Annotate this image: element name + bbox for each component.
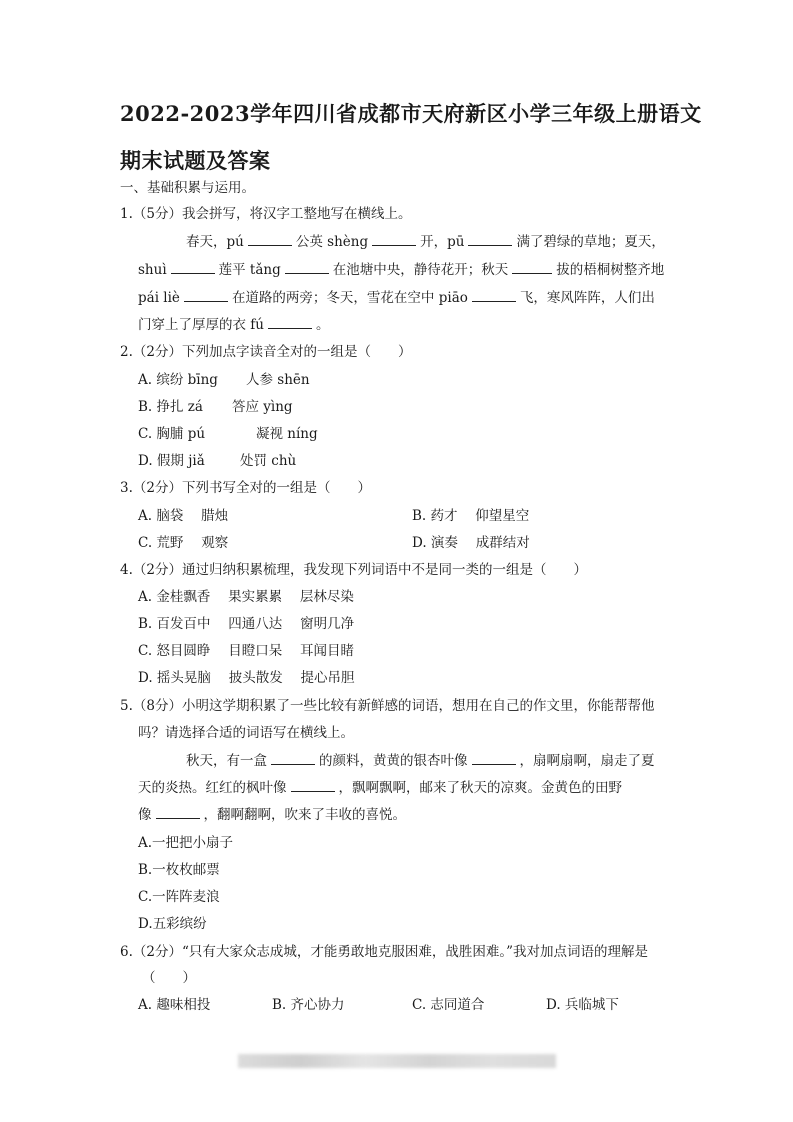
section-heading: 一、基础积累与运用。: [120, 180, 255, 196]
q1-text: 莲平 tǎng: [218, 262, 281, 278]
q6-answer-paren: （ ）: [142, 970, 196, 986]
option-word: 人参 shēn: [246, 372, 310, 388]
option-word: 处罚 chù: [240, 453, 297, 469]
q2-stem: 2.（2分）下列加点字读音全对的一组是（ ）: [120, 344, 412, 360]
q2-option-b[interactable]: [138, 399, 293, 415]
answer-blank[interactable]: [184, 300, 228, 302]
q6-option-d[interactable]: D. 兵临城下: [546, 997, 619, 1013]
q1-text: 门穿上了厚厚的衣 fú: [138, 317, 264, 333]
q1-paragraph-line3: [138, 292, 655, 306]
q5-paragraph-line3: [138, 809, 406, 823]
q3-option-b[interactable]: B. 药才 仰望星空: [412, 508, 530, 524]
answer-blank[interactable]: [468, 244, 512, 246]
q1-text: pái liè: [138, 290, 180, 306]
option-word: 凝视 níng: [256, 426, 318, 442]
q1-paragraph-line4: [138, 319, 329, 333]
q5-text: 的颜料，黄黄的银杏叶像: [319, 753, 468, 769]
q4-option-d[interactable]: D. 摇头晃脑 披头散发 提心吊胆: [138, 670, 355, 686]
answer-blank[interactable]: [512, 272, 552, 274]
q5-text: 秋天，有一盒: [186, 753, 267, 769]
q1-text: 春天，pú: [186, 234, 244, 250]
q6-option-b[interactable]: B. 齐心协力: [272, 997, 345, 1013]
q1-text: 在池塘中央，静待花开；秋天: [332, 262, 509, 278]
q1-text: 在道路的两旁；冬天，雪花在空中 piāo: [231, 290, 468, 306]
q2-option-a[interactable]: [138, 372, 310, 388]
answer-blank[interactable]: [372, 244, 416, 246]
q1-text: 公英 shèng: [295, 234, 369, 250]
answer-blank[interactable]: [248, 244, 292, 246]
q1-text: shuì: [138, 262, 167, 278]
answer-blank[interactable]: [268, 327, 312, 329]
answer-blank[interactable]: [472, 300, 516, 302]
q6-option-a[interactable]: A. 趣味相投: [138, 997, 211, 1013]
q1-text: 满了碧绿的草地；夏天，: [516, 234, 665, 250]
answer-blank[interactable]: [291, 790, 335, 792]
option-word: B. 挣扎 zá: [138, 399, 203, 415]
answer-blank[interactable]: [271, 763, 315, 765]
q1-paragraph-line2: [138, 264, 664, 278]
q4-option-c[interactable]: C. 怒目圆睁 目瞪口呆 耳闻目睹: [138, 643, 355, 659]
q1-text: 开，pū: [420, 234, 465, 250]
q5-option-a[interactable]: A.一把把小扇子: [138, 835, 234, 851]
q5-stem-continued: 吗？请选择合适的词语写在横线上。: [138, 725, 354, 741]
q1-paragraph-line1: [186, 236, 665, 250]
q4-stem: 4.（2分）通过归纳积累梳理，我发现下列词语中不是同一类的一组是（ ）: [120, 562, 587, 578]
document-title-line2: 期末试题及答案: [120, 148, 271, 173]
q3-option-c[interactable]: C. 荒野 观察: [138, 535, 229, 551]
q5-text: ，翻啊翻啊，吹来了丰收的喜悦。: [203, 807, 406, 823]
answer-blank[interactable]: [156, 817, 200, 819]
option-word: C. 胸脯 pú: [138, 426, 206, 442]
q3-stem: 3.（2分）下列书写全对的一组是（ ）: [120, 480, 371, 496]
q5-option-c[interactable]: C.一阵阵麦浪: [138, 889, 220, 905]
q4-option-a[interactable]: A. 金桂飘香 果实累累 层林尽染: [138, 589, 354, 605]
q3-option-d[interactable]: D. 演奏 成群结对: [412, 535, 530, 551]
option-word: A. 缤纷 bīng: [138, 372, 218, 388]
q1-text: 。: [315, 317, 330, 333]
q5-text: 像: [138, 807, 152, 823]
q5-text: 天的炎热。红红的枫叶像: [138, 780, 287, 796]
q2-option-c[interactable]: [138, 426, 318, 442]
q5-stem: 5.（8分）小明这学期积累了一些比较有新鲜感的词语，想用在自己的作文里，你能帮帮他: [120, 698, 655, 714]
q6-option-c[interactable]: C. 志同道合: [412, 997, 485, 1013]
q5-paragraph-line2: [138, 782, 622, 796]
option-word: 答应 yìng: [232, 399, 293, 415]
q2-option-d[interactable]: [138, 453, 297, 469]
q1-stem: 1.（5分）我会拼写，将汉字工整地写在横线上。: [120, 206, 412, 222]
q5-paragraph-line1: [186, 755, 655, 769]
answer-blank[interactable]: [472, 763, 516, 765]
answer-blank[interactable]: [285, 272, 329, 274]
q5-option-b[interactable]: B.一枚枚邮票: [138, 862, 220, 878]
q6-stem: 6.（2分）“只有大家众志成城，才能勇敢地克服困难，战胜困难。”我对加点词语的理解是: [120, 944, 649, 960]
q1-text: 飞，寒风阵阵，人们出: [519, 290, 655, 306]
blurred-footer-watermark: [238, 1054, 556, 1068]
document-title-line1: 2022-2023学年四川省成都市天府新区小学三年级上册语文: [120, 101, 702, 126]
answer-blank[interactable]: [171, 272, 215, 274]
q1-text: 拔的梧桐树整齐地: [556, 262, 665, 278]
q5-text: ，飘啊飘啊，邮来了秋天的凉爽。金黄色的田野: [338, 780, 622, 796]
option-word: D. 假期 jiǎ: [138, 453, 205, 469]
q5-option-d[interactable]: D.五彩缤纷: [138, 916, 207, 932]
q3-option-a[interactable]: A. 脑袋 腊烛: [138, 508, 229, 524]
q5-text: ，扇啊扇啊，扇走了夏: [519, 753, 655, 769]
q4-option-b[interactable]: B. 百发百中 四通八达 窗明几净: [138, 616, 355, 632]
